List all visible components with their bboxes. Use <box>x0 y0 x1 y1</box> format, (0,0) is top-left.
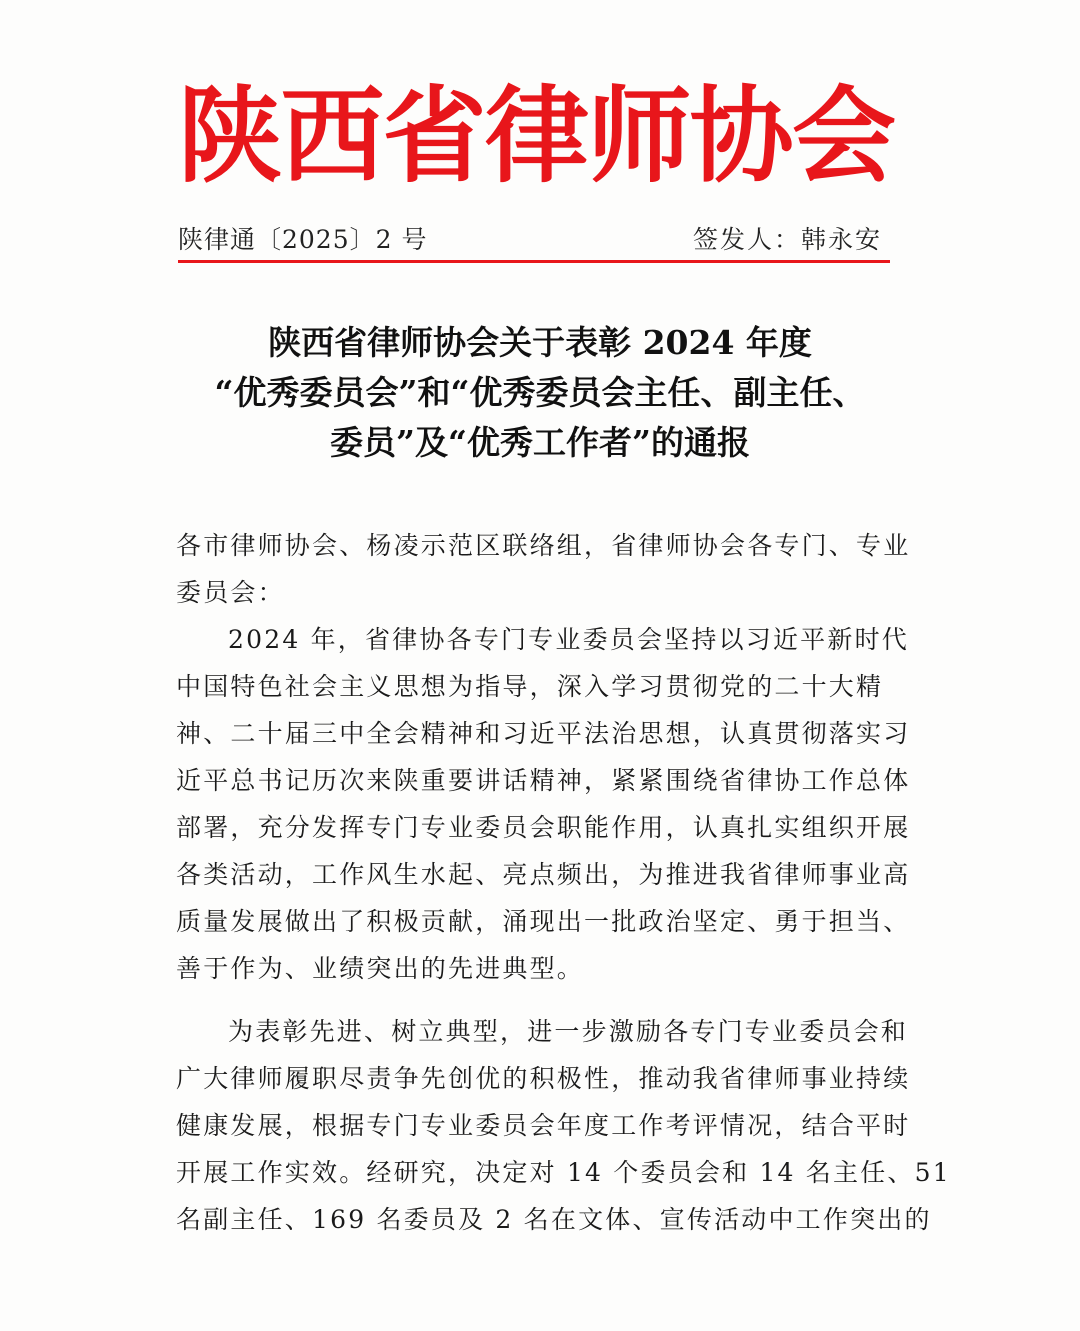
paragraph-line: 2024 年，省律协各专门专业委员会坚持以习近平新时代 <box>228 625 909 654</box>
masthead-char: 省 <box>382 75 487 197</box>
red-divider <box>178 260 890 263</box>
paragraph-line: 名副主任、169 名委员及 2 名在文体、宣传活动中工作突出的 <box>176 1205 932 1234</box>
organization-masthead <box>178 74 896 198</box>
masthead-char: 西 <box>280 75 385 197</box>
paragraph-gap <box>176 992 892 1008</box>
document-title <box>150 318 930 468</box>
masthead-char: 师 <box>587 75 692 197</box>
masthead-char: 会 <box>791 75 896 197</box>
paragraph-line: 为表彰先进、树立典型，进一步激励各专门专业委员会和 <box>228 1017 909 1046</box>
paragraph-line: 开展工作实效。经研究，决定对 14 个委员会和 14 名主任、51 <box>176 1158 951 1187</box>
title-line: 陕西省律师协会关于表彰 2024 年度 <box>268 323 812 362</box>
signer: 签发人：韩永安 <box>692 225 882 254</box>
paragraph-line: 近平总书记历次来陕重要讲话精神，紧紧围绕省律协工作总体 <box>176 766 911 795</box>
paragraph-line: 神、二十届三中全会精神和习近平法治思想，认真贯彻落实习 <box>176 719 911 748</box>
paragraph-line: 中国特色社会主义思想为指导，深入学习贯彻党的二十大精 <box>176 672 884 701</box>
masthead-char: 协 <box>689 75 794 197</box>
paragraph-line: 部署，充分发挥专门专业委员会职能作用，认真扎实组织开展 <box>176 813 911 842</box>
title-line: 委员”及“优秀工作者”的通报 <box>330 423 750 462</box>
document-number: 陕律通〔2025〕2 号 <box>178 225 428 254</box>
paragraph-line: 广大律师履职尽责争先创优的积极性，推动我省律师事业持续 <box>176 1064 911 1093</box>
addressee-line: 各市律师协会、杨凌示范区联络组，省律师协会各专门、专业 <box>176 531 911 560</box>
masthead-char: 陕 <box>178 75 283 197</box>
paragraph-line: 各类活动，工作风生水起、亮点频出，为推进我省律师事业高 <box>176 860 911 889</box>
paragraph-line: 善于作为、业绩突出的先进典型。 <box>176 954 585 983</box>
addressee-line: 委员会： <box>176 578 285 607</box>
masthead-char: 律 <box>484 75 589 197</box>
paragraph-line: 健康发展，根据专门专业委员会年度工作考评情况，结合平时 <box>176 1111 911 1140</box>
document-body <box>176 522 951 1243</box>
paragraph-line: 质量发展做出了积极贡献，涌现出一批政治坚定、勇于担当、 <box>176 907 911 936</box>
title-line: “优秀委员会”和“优秀委员会主任、副主任、 <box>214 373 866 412</box>
